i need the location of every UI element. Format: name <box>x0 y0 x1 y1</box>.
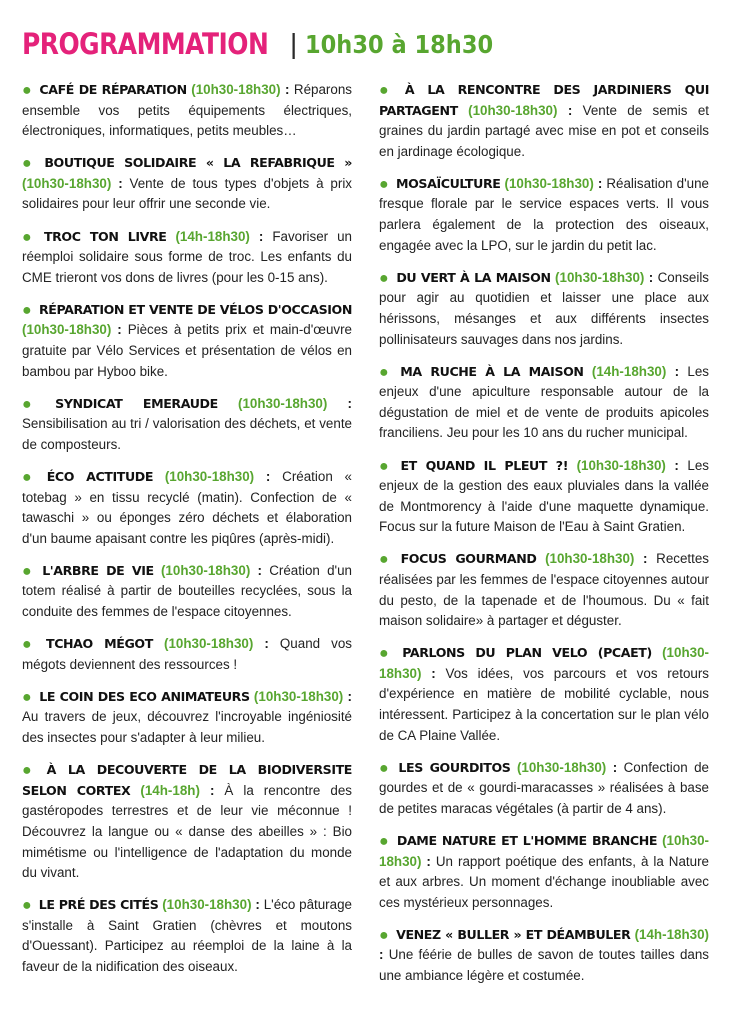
activity-description: Au travers de jeux, découvrez l'incroyable ingéniosité des insectes pour s'adapter à leur milieu. <box>22 709 352 746</box>
colon-separator: : <box>593 175 607 191</box>
bullet-icon: ● <box>22 301 32 319</box>
activity-description: Sensibilisation au tri / valorisation des déchets, et vente de composteurs. <box>22 416 352 452</box>
activity-time: (10h30-18h30) <box>504 175 594 191</box>
activity-name: DAME NATURE ET L'HOMME BRANCHE <box>396 833 658 848</box>
bullet-icon: ● <box>379 833 390 850</box>
page-title: PROGRAMMATION <box>22 27 269 61</box>
colon-separator: : <box>111 175 130 191</box>
bullet-icon: ● <box>379 269 390 287</box>
activity-description: Recettes réalisées par les femmes de l'espace citoyennes autour du pesto, de la tapenade et de l'houmous. Du « fait maison solidaire» à partager et déguster. <box>379 551 709 629</box>
program-item <box>379 268 709 350</box>
program-item <box>22 760 352 884</box>
program-item <box>22 227 352 289</box>
program-item <box>22 687 352 749</box>
colon-separator: : <box>327 395 352 411</box>
activity-time: (10h30-18h30) <box>545 551 635 567</box>
activity-name: PARLONS DU PLAN VELO (PCAET) <box>402 645 652 661</box>
bullet-icon: ● <box>379 457 394 475</box>
activity-description: Réalisation d'une fresque florale par le service espaces verts. Il vous parlera également de la protection des oiseaux, engagée avec la LPO, sur le jardin du petit lac. <box>379 175 709 253</box>
activity-name: L'ARBRE DE VIE <box>42 562 154 578</box>
program-item <box>22 300 352 382</box>
activity-description: Création d'un totem réalisé à partir de bouteilles recyclées, sous la conduite des femmes de l'espace citoyennes. <box>22 562 352 620</box>
activity-name: LE COIN DES ECO ANIMATEURS <box>39 688 250 704</box>
activity-name: ET QUAND IL PLEUT ?! <box>400 457 569 473</box>
activity-time: (10h30-18h30) <box>516 759 607 775</box>
activity-description: Les enjeux de la gestion des eaux pluviales dans la vallée de Montmorency à l'aide d'une maquette dynamique. Focus sur la future Maison de l'Eau à Saint Gratien. <box>379 457 709 535</box>
bullet-icon: ● <box>379 363 394 381</box>
program-column-right <box>379 80 709 998</box>
colon-separator: : <box>249 228 273 244</box>
activity-time: (10h30-18h30) <box>162 897 252 913</box>
colon-separator: : <box>634 551 657 567</box>
colon-separator: : <box>254 469 283 484</box>
colon-separator: : <box>421 665 446 681</box>
activity-name: VENEZ « BULLER » ET DÉAMBULER <box>396 926 631 942</box>
activity-description: Pièces à petits prix et main-d'œuvre gratuite par Vélo Services et présentation de vélos en bambou par Hyboo bike. <box>22 322 352 379</box>
bullet-icon: ● <box>22 562 36 580</box>
activity-description: Vos idées, vos parcours et vos retours d'expérience en matière de mobilité cyclable, nous intéressent. Participez à la concertation sur le plan vélo de CA Plaine Vallée. <box>379 665 709 743</box>
activity-description: Quand vos mégots deviennent des ressources ! <box>22 636 352 672</box>
program-item <box>22 80 352 142</box>
activity-description: Conseils pour agir au quotidien et laisser une place aux hérissons, mésanges et aux différents insectes pollinisateurs sauvages dans nos jardins. <box>379 269 709 347</box>
program-item <box>22 153 352 215</box>
program-item <box>379 174 709 256</box>
bullet-icon: ● <box>22 762 40 780</box>
colon-separator: : <box>666 363 688 379</box>
program-item <box>379 643 709 746</box>
activity-name: MOSAÏCULTURE <box>395 175 501 191</box>
activity-name: TROC TON LIVRE <box>43 228 167 244</box>
activity-description: Un rapport poétique des enfants, à la Nature et aux arbres. Un moment d'échange inoubliable avec ces mystérieux personnages. <box>379 853 709 910</box>
program-item <box>379 362 709 444</box>
activity-description: Favoriser un réemploi solidaire sous forme de troc. Les enfants du CME trieront vos dons de livres (pour les 0-15 ans). <box>22 228 352 285</box>
activity-time: (10h30-18h30) <box>468 102 558 118</box>
activity-description: Une féérie de bulles de savon de toutes tailles dans une ambiance légère et costumée. <box>379 947 709 984</box>
program-item <box>379 549 709 631</box>
activity-name: BOUTIQUE SOLIDAIRE « LA REFABRIQUE » <box>44 155 352 171</box>
activity-time: (14h-18h) <box>140 782 200 798</box>
program-item <box>379 925 709 987</box>
program-item <box>22 561 352 623</box>
program-item <box>379 758 709 820</box>
bullet-icon: ● <box>22 897 32 915</box>
bullet-icon: ● <box>379 551 394 569</box>
activity-description: À la rencontre des gastéropodes terrestres et de leur vie méconnue ! Découvrez la langue ou « danse des abeilles » : Bio mimétisme ou l'intelligence de l'adaptation du monde du vivant. <box>22 782 352 881</box>
bullet-icon: ● <box>379 175 389 193</box>
activity-time: (10h30-18h30) <box>555 269 645 285</box>
activity-description: Réparons ensemble vos petits équipements électriques, électroniques, informatiques, petits meubles… <box>22 82 352 139</box>
bullet-icon: ● <box>22 688 33 706</box>
activity-description: Création « totebag » en tissu recyclé (matin). Confection de « tawaschi » ou éponges zéro déchets et élaboration d'un baume apaisant contre les piqûres (après-midi). <box>22 469 352 546</box>
colon-separator: : <box>665 457 688 473</box>
colon-separator: : <box>253 636 280 652</box>
activity-name: DU VERT À LA MAISON <box>396 269 551 285</box>
bullet-icon: ● <box>22 636 39 654</box>
colon-separator: : <box>251 897 264 913</box>
activity-description: Vente de semis et graines du jardin partagé avec mise en pot et conseils en jardinage écologique. <box>379 102 709 159</box>
activity-time: (14h-18h30) <box>634 926 709 942</box>
activity-description: Confection de gourdes et de « gourdi-maracasses » réalisées à base de petites maracas végétales (à partir de 4 ans). <box>379 759 709 816</box>
activity-time: (10h30-18h30) <box>191 82 281 97</box>
activity-name: LE PRÉ DES CITÉS <box>38 897 159 913</box>
activity-time: (10h30-18h30) <box>163 636 254 652</box>
activity-time: (10h30-18h30) <box>160 562 251 578</box>
colon-separator: : <box>421 853 436 869</box>
activity-name: RÉPARATION ET VENTE DE VÉLOS D'OCCASION <box>38 301 352 317</box>
colon-separator: : <box>644 269 658 285</box>
activity-time: (10h30-18h30) <box>576 457 666 473</box>
activity-time: (10h30-18h30) <box>379 645 709 681</box>
bullet-icon: ● <box>22 395 49 413</box>
activity-time: (14h-18h30) <box>591 363 667 379</box>
activity-name: FOCUS GOURMAND <box>400 551 537 567</box>
bullet-icon: ● <box>379 759 392 777</box>
colon-separator: : <box>111 322 128 338</box>
activity-time: (10h30-18h30) <box>164 469 255 484</box>
title-separator: | <box>290 28 298 59</box>
bullet-icon: ● <box>22 155 38 173</box>
program-item <box>379 831 709 913</box>
activity-name: À LA RENCONTRE DES JARDINIERS QUI PARTAGENT <box>379 82 709 118</box>
activity-name: MA RUCHE À LA MAISON <box>400 363 584 379</box>
bullet-icon: ● <box>379 645 396 663</box>
activity-time: (10h30-18h30) <box>22 175 112 191</box>
program-item <box>379 80 709 162</box>
colon-separator: : <box>343 688 353 704</box>
activity-name: LES GOURDITOS <box>398 759 511 775</box>
activity-time: (10h30-18h30) <box>238 395 328 411</box>
colon-separator: : <box>606 759 624 775</box>
page-header <box>22 24 514 64</box>
program-column-left <box>22 80 352 989</box>
colon-separator: : <box>199 782 225 798</box>
bullet-icon: ● <box>22 469 40 486</box>
program-item <box>379 456 709 538</box>
colon-separator: : <box>379 947 389 963</box>
program-item <box>22 895 352 977</box>
colon-separator: : <box>250 562 270 578</box>
colon-separator: : <box>557 102 583 118</box>
activity-name: À LA DECOUVERTE DE LA BIODIVERSITE SELON CORTEX <box>22 762 352 798</box>
program-item <box>22 467 352 549</box>
activity-time: (10h30-18h30) <box>253 688 344 704</box>
activity-name: TCHAO MÉGOT <box>46 636 153 652</box>
activity-time: (14h-18h30) <box>175 228 250 244</box>
colon-separator: : <box>280 82 294 97</box>
program-item <box>22 634 352 675</box>
activity-name: SYNDICAT EMERAUDE <box>55 395 218 411</box>
bullet-icon: ● <box>22 82 33 99</box>
program-item <box>22 394 352 456</box>
activity-name: ÉCO ACTITUDE <box>46 469 154 484</box>
activity-time: (10h30-18h30) <box>379 833 709 869</box>
bullet-icon: ● <box>22 228 37 246</box>
activity-time: (10h30-18h30) <box>22 322 112 338</box>
activity-name: CAFÉ DE RÉPARATION <box>39 82 187 97</box>
bullet-icon: ● <box>379 82 398 99</box>
event-hours: 10h30 à 18h30 <box>305 29 494 59</box>
activity-description: Vente de tous types d'objets à prix solidaires pour leur offrir une seconde vie. <box>22 175 353 212</box>
activity-description: L'éco pâturage s'installe à Saint Gratien (chèvres et moutons d'Ouessant). Participez au réemploi de la laine à la faveur de la nidification des oiseaux. <box>22 897 352 974</box>
activity-description: Les enjeux d'une apiculture responsable autour de la dégustation de miel et de vente de produits apicoles franciliens. Jeu pour les 10 ans du rucher municipal. <box>379 363 709 441</box>
bullet-icon: ● <box>379 926 390 944</box>
